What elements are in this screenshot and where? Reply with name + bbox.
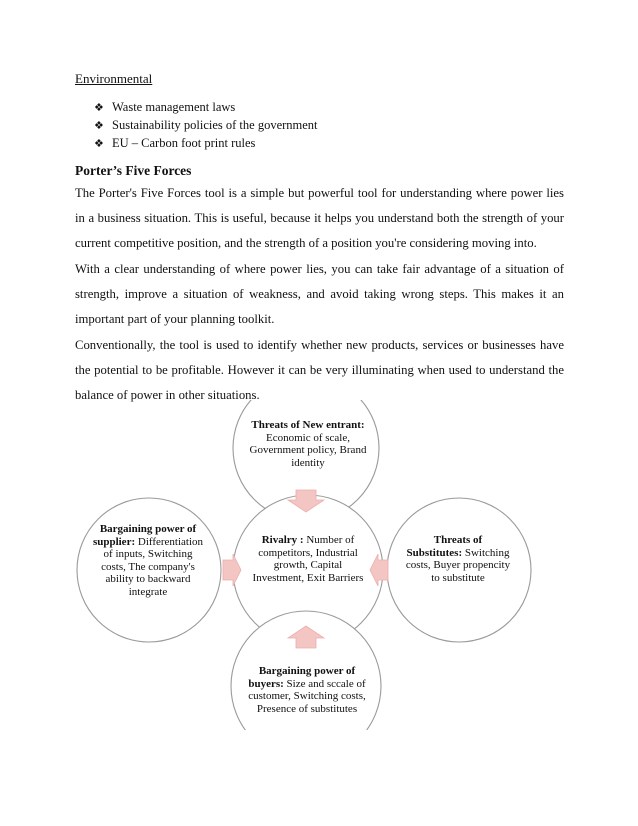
buyer-power-node [241,665,373,715]
list-item [94,116,318,134]
node-text: Size and sccale of customer, Switching costs, Presence of substitutes [248,677,366,715]
node-title: Bargaining power of buyers: [248,665,356,690]
list-item [94,134,318,152]
bullet-text: EU – Carbon foot print rules [112,136,256,150]
list-item [94,98,318,116]
environmental-heading: Environmental [75,71,153,86]
node-title: Threats of New entrant: [251,419,365,431]
supplier-power-node [92,523,204,598]
node-text: Economic of scale, Government policy, Brand identity [249,431,367,469]
rivalry-node [252,534,364,584]
paragraph: With a clear understanding of where power lies, you can take fair advantage of a situation of strength, improve a situation of weakness, and avoid taking wrong steps. This makes it an important part of your planning toolkit. [75,262,564,326]
diamond-bullet-icon: ❖ [94,120,104,132]
diamond-bullet-icon: ❖ [94,102,104,114]
paragraph: Conventionally, the tool is used to identify whether new products, services or businesses have the potential to be profitable. However it can be very illuminating when used to understand the balance of power in other situations. [75,338,564,402]
paragraph: The Porter's Five Forces tool is a simple but powerful tool for understanding where power lies in a business situation. This is useful, because it helps you understand both the strength of your current competitive position, and the strength of a position you're considering moving into. [75,186,564,250]
threat-new-entrant-node [248,419,368,469]
environmental-bullet-list [94,98,318,152]
substitutes-node [405,534,511,584]
node-text: Switching costs, Buyer propencity to substitute [405,546,511,584]
node-title: Rivalry : [261,534,304,546]
bullet-text: Waste management laws [112,100,236,114]
diamond-bullet-icon: ❖ [94,138,104,150]
porter-heading: Porter’s Five Forces [75,163,192,178]
node-text: Differentiation of inputs, Switching costs, The company's ability to backward integrate [101,535,204,598]
five-forces-diagram [0,400,638,730]
node-title: Threats of Substitutes: [406,534,483,559]
node-text: Number of competitors, Industrial growth, Capital Investment, Exit Barriers [252,534,364,584]
node-title: Bargaining power of supplier: [92,523,197,548]
bullet-text: Sustainability policies of the government [112,118,318,132]
